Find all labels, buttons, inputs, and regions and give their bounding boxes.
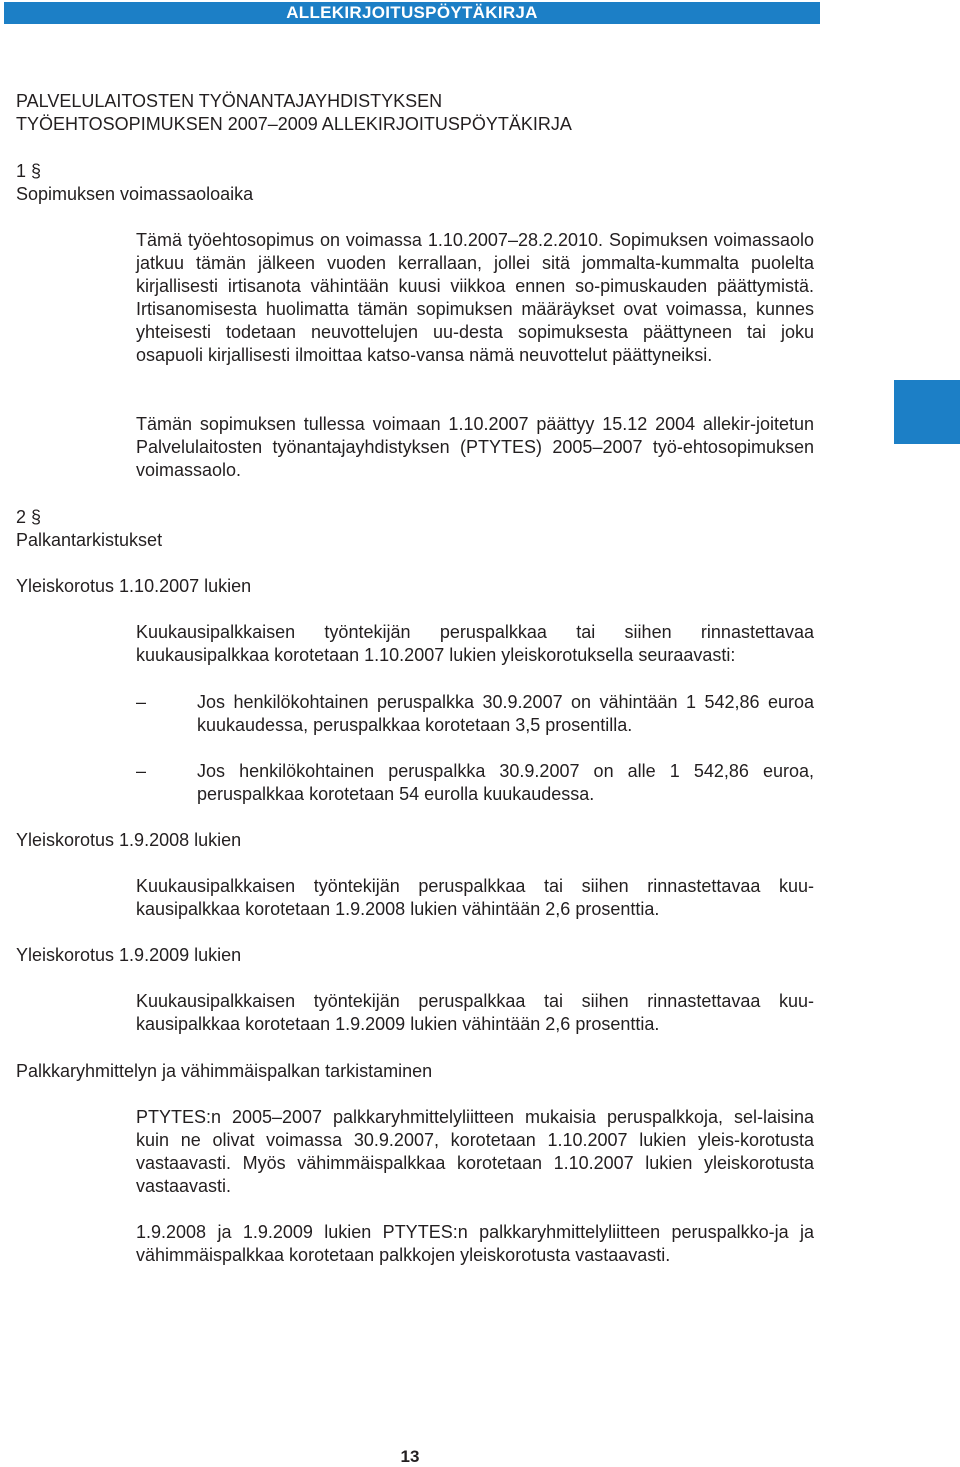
subheading-pay-groups: Palkkaryhmittelyn ja vähimmäispalkan tarkistaminen [16,1061,433,1081]
subheading-raise-2008: Yleiskorotus 1.9.2008 lukien [16,830,242,850]
section-2-number: 2 § [16,507,42,527]
raise-2008-text: Kuukausipalkkaisen työntekijän peruspalkkaa tai siihen rinnastettavaa kuu-kausipalkkaa korotetaan 1.9.2008 lukien vähintään 2,6 prosenttia. [136,876,814,919]
page-number: 13 [400,1447,420,1466]
document-title-line1: PALVELULAITOSTEN TYÖNANTAJAYHDISTYKSEN [16,91,443,111]
header-title-bar: ALLEKIRJOITUSPÖYTÄKIRJA [4,2,820,24]
side-tab-marker [894,380,960,444]
subheading-raise-2009: Yleiskorotus 1.9.2009 lukien [16,945,242,965]
list-dash: – [136,692,147,712]
list-item: Jos henkilökohtainen peruspalkka 30.9.2007 on vähintään 1 542,86 euroa kuukaudessa, peruspalkkaa korotetaan 3,5 prosentilla. [197,692,814,735]
section-1-heading: Sopimuksen voimassaoloaika [16,184,254,204]
list-dash: – [136,761,147,781]
section-1-number: 1 § [16,161,42,181]
pay-groups-paragraph-1: PTYTES:n 2005–2007 palkkaryhmittelyliitteen mukaisia peruspalkkoja, sel-laisina kuin ne olivat voimassa 30.9.2007, korotetaan 1.10.2007 lukien yleis-korotusta vastaavasti. Myös vähimmäispalkkaa korotetaan 1.10.2007 lukien yleiskorotusta vastaavasti. [136,1107,814,1196]
list-item: Jos henkilökohtainen peruspalkka 30.9.2007 on alle 1 542,86 euroa, peruspalkkaa korotetaan 54 eurolla kuukaudessa. [197,761,814,804]
pay-groups-paragraph-2: 1.9.2008 ja 1.9.2009 lukien PTYTES:n palkkaryhmittelyliitteen peruspalkko-ja ja vähimmäispalkkaa korotetaan palkkojen yleiskorotusta vastaavasti. [136,1222,814,1265]
section-1-paragraph-2: Tämän sopimuksen tullessa voimaan 1.10.2007 päättyy 15.12 2004 allekir-joitetun Palvelulaitosten työnantajayhdistyksen (PTYTES) 2005–2007 työ-ehtosopimuksen voimassaolo. [136,414,814,480]
subheading-raise-2007: Yleiskorotus 1.10.2007 lukien [16,576,252,596]
raise-2009-text: Kuukausipalkkaisen työntekijän peruspalkkaa tai siihen rinnastettavaa kuu-kausipalkkaa korotetaan 1.9.2009 lukien vähintään 2,6 prosenttia. [136,991,814,1034]
raise-2007-text: Kuukausipalkkaisen työntekijän peruspalkkaa tai siihen rinnastettavaa kuukausipalkkaa korotetaan 1.10.2007 lukien yleiskorotuksella seuraavasti: [136,622,814,665]
document-title-line2: TYÖEHTOSOPIMUKSEN 2007–2009 ALLEKIRJOITUSPÖYTÄKIRJA [16,114,572,134]
section-1-paragraph-1: Tämä työehtosopimus on voimassa 1.10.2007–28.2.2010. Sopimuksen voimassaolo jatkuu tämän jälkeen vuoden kerrallaan, jollei sitä jommalta-kummalta puolelta kirjallisesti irtisanota vähintään kuusi viikkoa ennen so-pimuskauden päättymistä. Irtisanomisesta huolimatta tämän sopimuksen määräykset ovat voimassa, kunnes yhteisesti todetaan neuvottelujen uu-desta sopimuksesta päättyneen tai joku osapuoli kirjallisesti ilmoittaa katso-vansa nämä neuvottelut päättyneiksi. [136,230,814,365]
section-2-heading: Palkantarkistukset [16,530,163,550]
